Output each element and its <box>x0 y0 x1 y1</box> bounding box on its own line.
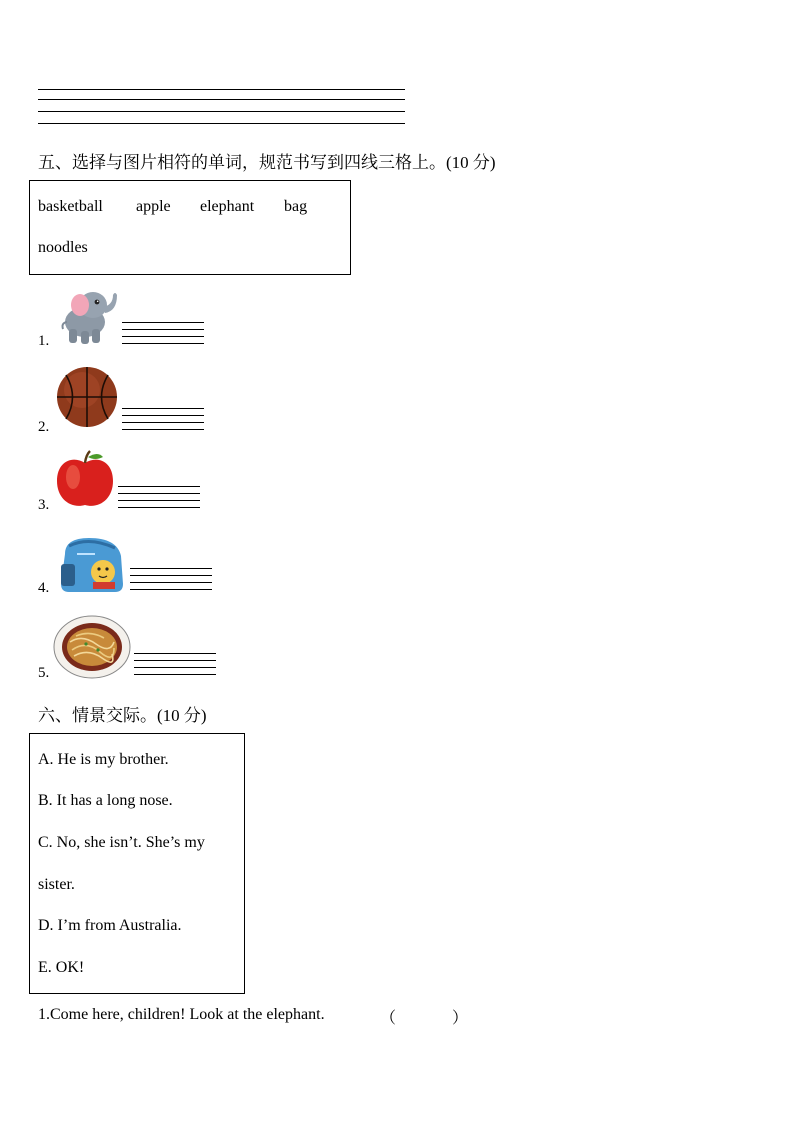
top-writing-lines[interactable] <box>38 89 405 125</box>
item-2-writing-lines[interactable] <box>122 408 204 430</box>
item-3-writing-lines[interactable] <box>118 486 200 508</box>
question-1-text: 1.Come here, children! Look at the elephant. <box>38 1006 325 1023</box>
backpack-picture <box>55 534 129 594</box>
word-bank-box <box>29 180 351 275</box>
word-noodles: noodles <box>38 239 88 256</box>
item-3-number: 3. <box>38 497 50 513</box>
answer-blank[interactable] <box>400 1006 452 1024</box>
option-c-line-2: sister. <box>38 876 75 893</box>
section-5-title: 五、选择与图片相符的单词，规范书写到四线三格上。(10 分) <box>38 153 496 172</box>
option-a: A. He is my brother. <box>38 751 169 768</box>
item-4-writing-lines[interactable] <box>130 568 212 590</box>
item-5-number: 5. <box>38 665 50 681</box>
item-1-writing-lines[interactable] <box>122 322 204 344</box>
apple-picture <box>53 449 117 511</box>
word-bag: bag <box>284 198 308 215</box>
word-basketball: basketball <box>38 198 103 215</box>
basketball-picture <box>55 366 119 428</box>
options-box <box>29 733 245 994</box>
answer-paren-open: （ <box>380 1010 397 1027</box>
option-c-line-1: C. No, she isn’t. She’s my <box>38 834 205 851</box>
word-elephant: elephant <box>200 198 255 215</box>
elephant-picture <box>55 287 119 347</box>
word-apple: apple <box>136 198 171 215</box>
item-4-number: 4. <box>38 580 50 596</box>
option-d: D. I’m from Australia. <box>38 917 182 934</box>
noodles-picture <box>52 614 132 680</box>
option-e: E. OK! <box>38 959 85 976</box>
item-5-writing-lines[interactable] <box>134 653 216 675</box>
answer-paren-close: ） <box>452 1010 469 1027</box>
item-1-number: 1. <box>38 333 50 349</box>
item-2-number: 2. <box>38 419 50 435</box>
section-6-title: 六、情景交际。(10 分) <box>38 706 207 725</box>
option-b: B. It has a long nose. <box>38 792 173 809</box>
